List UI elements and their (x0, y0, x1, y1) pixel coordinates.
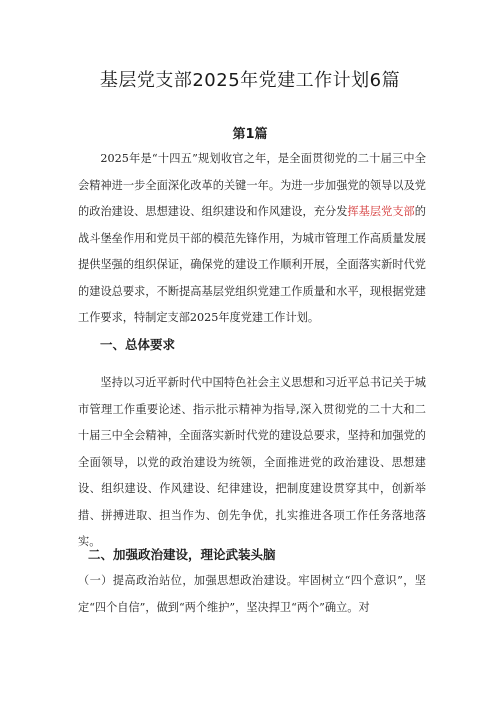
political-construction-text: （一）提高政治站位，加强思想政治建设。牢固树立“四个意识”，坚定“四个自信”，做到“两个维护”，坚决捍卫“两个”确立。对 (78, 574, 426, 614)
intro-paragraph (78, 146, 426, 332)
intro-text-start: 2025年是“十四五”规划收官之年，是全面贯彻党的二十届三中全会精神进一步全面深化改革的关键一年。为进一步加强党的领导以及党的政治建设、思想建设、组织建设和作风建设，充分发 (78, 152, 426, 218)
highlighted-link-text[interactable]: 挥基层党支部 (347, 205, 415, 218)
intro-text-end: 的战斗堡垒作用和党员干部的模范先锋作用，为城市管理工作高质量发展提供坚强的组织保证，确保党的建设工作顺利开展，全面落实新时代党的建设总要求，不断提高基层党组织党建工作质量和水平，现根据党建工作要求，特制定支部2025年度党建工作计划。 (78, 205, 426, 324)
general-requirements-text: 坚持以习近平新时代中国特色社会主义思想和习近平总书记关于城市管理工作重要论述、指示批示精神为指导,深入贯彻党的二十大和二十届三中全会精神，全面落实新时代党的建设总要求，坚持和加强党的全面领导，以党的政治建设为统领，全面推进党的政治建设、思想建设、组织建设、作风建设、纪律建设，把制度建设贯穿其中，创新举措、拼搏进取、担当作为、创先争优，扎实推进各项工作任务落地落实。 (78, 376, 426, 548)
general-requirements-paragraph (78, 370, 426, 556)
heading-political-construction: 二、加强政治建设，理论武装头脑 (88, 547, 276, 562)
political-construction-paragraph (78, 568, 426, 621)
heading-general-requirements: 一、总体要求 (100, 337, 176, 352)
document-title: 基层党支部2025年党建工作计划6篇 (99, 70, 401, 91)
section-title: 第1篇 (232, 127, 268, 142)
